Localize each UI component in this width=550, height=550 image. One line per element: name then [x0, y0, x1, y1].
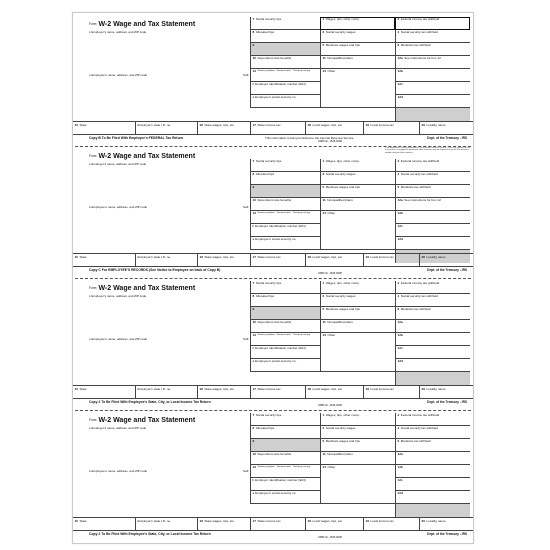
box-2[interactable]: 2 Federal income tax withheld — [395, 159, 470, 172]
box-2[interactable]: 2 Federal income tax withheld — [395, 17, 470, 30]
box-6[interactable]: 6 Medicare tax withheld — [395, 185, 470, 198]
box-12b[interactable]: 12b — [395, 211, 470, 224]
w2-copy — [73, 149, 473, 277]
box-18[interactable]: 18 Local wages, tips, etc. — [305, 122, 363, 134]
box-4[interactable]: 4 Social security tax withheld — [395, 426, 470, 439]
box-19[interactable]: 19 Local income tax — [363, 254, 419, 266]
box-b-ein[interactable]: b Employer identification number (EIN) — [250, 82, 320, 95]
box-4[interactable]: 4 Social security tax withheld — [395, 294, 470, 307]
box-11[interactable]: 11 Nonqualified plans — [320, 56, 395, 69]
box-16[interactable]: 16 State wages, tips, etc. — [197, 122, 250, 134]
box-7[interactable]: 7 Social security tips — [250, 413, 320, 426]
box-11[interactable]: 11 Nonqualified plans — [320, 320, 395, 333]
box-12b[interactable]: 12b — [395, 333, 470, 346]
box-4[interactable]: 4 Social security tax withheld — [395, 30, 470, 43]
box-1[interactable]: 1 Wages, tips, other comp. — [320, 413, 395, 426]
copy-label: Copy 2 To Be Filed With Employee's State, City, or Local Income Tax Return — [89, 532, 211, 536]
employee-name-label: e Employee's name, address, and ZIP code — [89, 73, 148, 77]
employer-name-label: c Employer's name, address, and ZIP code — [89, 30, 147, 34]
box-11[interactable]: 11 Nonqualified plans — [320, 198, 395, 211]
shaded-block — [395, 372, 470, 385]
box-grid — [250, 17, 470, 125]
box-8[interactable]: 8 Allocated tips — [250, 30, 320, 43]
box-12a[interactable]: 12a See instructions for box 12 — [395, 198, 470, 211]
box-12d[interactable]: 12d — [395, 359, 470, 372]
box-16[interactable]: 16 State wages, tips, etc. — [197, 386, 250, 398]
form-title-text: W-2 Wage and Tax Statement — [98, 285, 196, 292]
box-14[interactable]: 14 Other — [320, 69, 395, 108]
suffix-label: Suff. — [243, 469, 250, 473]
box-15[interactable]: 15 State — [74, 255, 87, 259]
box-3[interactable]: 3 Social security wages — [320, 30, 395, 43]
box-5[interactable]: 5 Medicare wages and tips — [320, 43, 395, 56]
form-title-text: W-2 Wage and Tax Statement — [98, 21, 196, 28]
employee-name-label: e Employee's name, address, and ZIP code — [89, 469, 148, 473]
box-12b[interactable]: 12b — [395, 69, 470, 82]
box-15-state-id[interactable]: Employer's state I.D. no. — [135, 254, 197, 266]
box-8[interactable]: 8 Allocated tips — [250, 172, 320, 185]
box-10[interactable]: 10 Dependent care benefits — [250, 56, 320, 69]
box-12c[interactable]: 12c — [395, 224, 470, 237]
box-12c[interactable]: 12c — [395, 346, 470, 359]
box-18[interactable]: 18 Local wages, tips, etc. — [305, 518, 363, 530]
box-grid — [250, 413, 470, 521]
box-13[interactable]: 13 Statutory employee Retirement plan Third-party sick pay — [250, 465, 320, 478]
employee-name-label: e Employee's name, address, and ZIP code — [89, 337, 148, 341]
w2-copy — [73, 17, 473, 145]
box-5[interactable]: 5 Medicare wages and tips — [320, 185, 395, 198]
box-19[interactable]: 19 Local income tax — [363, 122, 419, 134]
w2-copy — [73, 281, 473, 409]
box-12a[interactable]: 12a See instructions for box 12 — [395, 56, 470, 69]
treasury-label: Dept. of the Treasury - IRS — [427, 136, 467, 140]
employee-name-label: e Employee's name, address, and ZIP code — [89, 205, 148, 209]
form-word: Form — [89, 22, 97, 27]
box-12b[interactable]: 12b — [395, 465, 470, 478]
box-16[interactable]: 16 State wages, tips, etc. — [197, 254, 250, 266]
form-title — [89, 417, 195, 424]
perforation-line — [75, 146, 471, 147]
box-19[interactable]: 19 Local income tax — [363, 518, 419, 530]
box-6[interactable]: 6 Medicare tax withheld — [395, 43, 470, 56]
box-a-ssn[interactable]: a Employee's social security no. — [250, 491, 320, 504]
box-17[interactable]: 17 State income tax — [250, 122, 305, 134]
perforation-line — [75, 278, 471, 279]
box-15[interactable]: 15 State — [74, 123, 87, 127]
box-1[interactable]: 1 Wages, tips, other comp. — [320, 17, 395, 30]
suffix-label: Suff. — [243, 337, 250, 341]
shaded-block — [395, 108, 470, 121]
box-16[interactable]: 16 State wages, tips, etc. — [197, 518, 250, 530]
box-7[interactable]: 7 Social security tips — [250, 159, 320, 172]
box-grid — [250, 159, 470, 267]
copy-label: Copy B To Be Filed With Employee's FEDERAL Tax Return — [89, 136, 184, 140]
box-b-ein[interactable]: b Employer identification number (EIN) — [250, 224, 320, 237]
box-9: 9 — [250, 43, 320, 56]
box-10[interactable]: 10 Dependent care benefits — [250, 452, 320, 465]
box-7[interactable]: 7 Social security tips — [250, 17, 320, 30]
perforation-line — [75, 410, 471, 411]
box-2[interactable]: 2 Federal income tax withheld — [395, 281, 470, 294]
employer-name-label: c Employer's name, address, and ZIP code — [89, 426, 147, 430]
box-15[interactable]: 15 State — [74, 387, 87, 391]
box-1[interactable]: 1 Wages, tips, other comp. — [320, 281, 395, 294]
box-9: 9 — [250, 185, 320, 198]
state-row — [73, 517, 473, 531]
copy-label: Copy C For EMPLOYEE'S RECORDS (See Notice to Employee on back of Copy B) — [89, 268, 221, 272]
box-14[interactable]: 14 Other — [320, 465, 395, 504]
box-6[interactable]: 6 Medicare tax withheld — [395, 439, 470, 452]
box-12d[interactable]: 12d — [395, 491, 470, 504]
box-a-ssn[interactable]: a Employee's social security no. — [250, 237, 320, 250]
box-a-ssn[interactable]: a Employee's social security no. — [250, 95, 320, 108]
box-12a[interactable]: 12a — [395, 320, 470, 333]
form-title-text: W-2 Wage and Tax Statement — [98, 417, 196, 424]
box-20[interactable]: 20 Locality name — [419, 122, 473, 134]
irs-notice: This information is being furnished to the Internal Revenue Service. — [265, 136, 355, 140]
box-5[interactable]: 5 Medicare wages and tips — [320, 439, 395, 452]
box-20[interactable]: 20 Locality name — [419, 386, 473, 398]
box-19[interactable]: 19 Local income tax — [363, 386, 419, 398]
box-17[interactable]: 17 State income tax — [250, 518, 305, 530]
box-9: 9 — [250, 307, 320, 320]
form-title — [89, 153, 195, 160]
form-word: Form — [89, 418, 97, 423]
form-word: Form — [89, 286, 97, 291]
box-15-state-id[interactable]: Employer's state I.D. no. — [135, 122, 197, 134]
omb-number: OMB No. 1545-0008 — [318, 140, 342, 143]
copy-label: Copy 2 To Be Filed With Employee's State, City, or Local Income Tax Return — [89, 400, 211, 404]
box-3[interactable]: 3 Social security wages — [320, 426, 395, 439]
box-11[interactable]: 11 Nonqualified plans — [320, 452, 395, 465]
w2-form-sheet — [72, 12, 474, 544]
box-7[interactable]: 7 Social security tips — [250, 281, 320, 294]
box-10[interactable]: 10 Dependent care benefits — [250, 198, 320, 211]
treasury-label: Dept. of the Treasury - IRS — [427, 400, 467, 404]
state-row — [73, 385, 473, 399]
form-title — [89, 285, 195, 292]
shaded-block — [395, 504, 470, 517]
box-14[interactable]: 14 Other — [320, 211, 395, 250]
treasury-label: Dept. of the Treasury - IRS — [427, 268, 467, 272]
box-13[interactable]: 13 Statutory employee Retirement plan Third-party sick pay — [250, 333, 320, 346]
box-10[interactable]: 10 Dependent care benefits — [250, 320, 320, 333]
suffix-label: Suff. — [243, 73, 250, 77]
box-3[interactable]: 3 Social security wages — [320, 172, 395, 185]
w2-copy — [73, 413, 473, 541]
box-15-state-id[interactable]: Employer's state I.D. no. — [135, 386, 197, 398]
box-18[interactable]: 18 Local wages, tips, etc. — [305, 254, 363, 266]
box-a-ssn[interactable]: a Employee's social security no. — [250, 359, 320, 372]
box-3[interactable]: 3 Social security wages — [320, 294, 395, 307]
employer-name-label: c Employer's name, address, and ZIP code — [89, 294, 147, 298]
omb-number: OMB No. 1545-0008 — [318, 272, 342, 275]
box-15[interactable]: 15 State — [74, 519, 87, 523]
box-14[interactable]: 14 Other — [320, 333, 395, 372]
box-1[interactable]: 1 Wages, tips, other comp. — [320, 159, 395, 172]
omb-number: OMB No. 1545-0008 — [318, 536, 342, 539]
box-12a[interactable]: 12a — [395, 452, 470, 465]
box-20[interactable]: 20 Locality name — [419, 254, 473, 266]
box-b-ein[interactable]: b Employer identification number (EIN) — [250, 478, 320, 491]
box-15-state-id[interactable]: Employer's state I.D. no. — [135, 518, 197, 530]
box-6[interactable]: 6 Medicare tax withheld — [395, 307, 470, 320]
box-2[interactable]: 2 Federal income tax withheld — [395, 413, 470, 426]
box-4[interactable]: 4 Social security tax withheld — [395, 172, 470, 185]
box-12d[interactable]: 12d — [395, 95, 470, 108]
form-title — [89, 21, 195, 28]
form-word: Form — [89, 154, 97, 159]
box-17[interactable]: 17 State income tax — [250, 254, 305, 266]
box-13[interactable]: 13 Statutory employee Retirement plan Third-party sick pay — [250, 211, 320, 224]
state-row — [73, 253, 473, 267]
fine-print: This information is being furnished to the Internal Revenue Service. If you are required to file a tax return, a negligence penalty or other sanction may be imposed on you if this income is taxable and you fail to report it. — [385, 147, 470, 154]
box-12d[interactable]: 12d — [395, 237, 470, 250]
employer-name-label: c Employer's name, address, and ZIP code — [89, 162, 147, 166]
box-13[interactable]: 13 Statutory employee Retirement plan Third-party sick pay — [250, 69, 320, 82]
box-8[interactable]: 8 Allocated tips — [250, 294, 320, 307]
form-title-text: W-2 Wage and Tax Statement — [98, 153, 196, 160]
box-grid — [250, 281, 470, 389]
box-20[interactable]: 20 Locality name — [419, 518, 473, 530]
box-17[interactable]: 17 State income tax — [250, 386, 305, 398]
box-12c[interactable]: 12c — [395, 478, 470, 491]
box-b-ein[interactable]: b Employer identification number (EIN) — [250, 346, 320, 359]
box-12c[interactable]: 12c — [395, 82, 470, 95]
box-5[interactable]: 5 Medicare wages and tips — [320, 307, 395, 320]
state-row — [73, 121, 473, 135]
suffix-label: Suff. — [243, 205, 250, 209]
treasury-label: Dept. of the Treasury - IRS — [427, 532, 467, 536]
box-8[interactable]: 8 Allocated tips — [250, 426, 320, 439]
box-9: 9 — [250, 439, 320, 452]
box-18[interactable]: 18 Local wages, tips, etc. — [305, 386, 363, 398]
omb-number: OMB No. 1545-0008 — [318, 404, 342, 407]
